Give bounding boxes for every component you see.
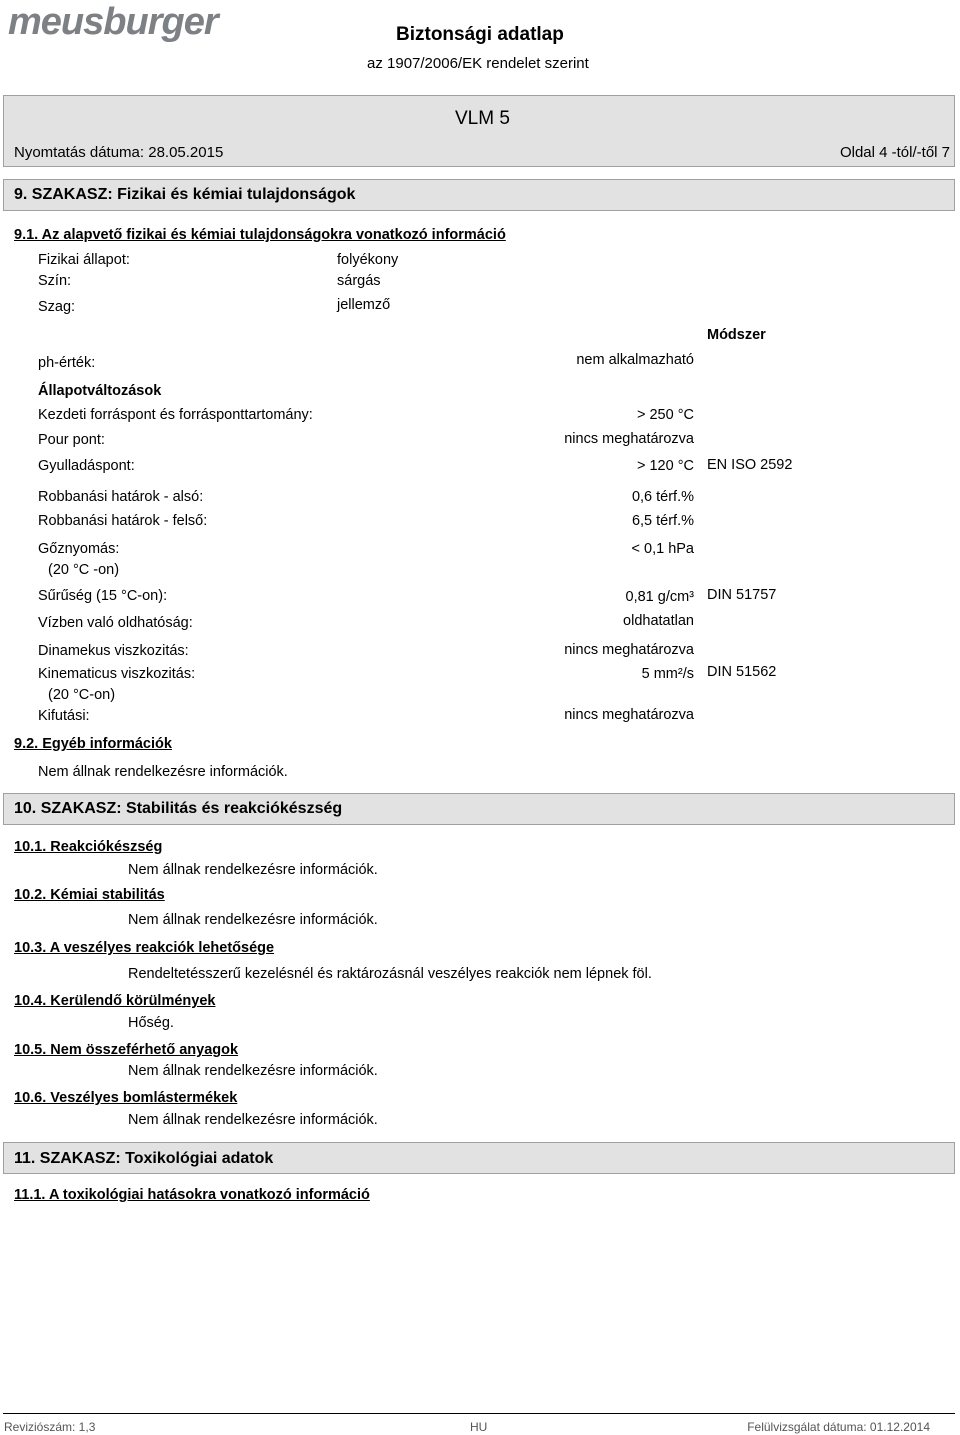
section10-4-heading: 10.4. Kerülendő körülmények <box>14 993 216 1009</box>
logo-text: meusburger <box>8 2 218 43</box>
meusburger-logo <box>6 2 228 46</box>
vapor-pressure-condition: (20 °C -on) <box>48 562 120 578</box>
physical-state-value: folyékony <box>337 252 399 268</box>
other-info-text: Nem állnak rendelkezésre információk. <box>38 764 288 780</box>
dynamic-viscosity-value: nincs meghatározva <box>564 642 694 658</box>
flow-time-label: Kifutási: <box>38 708 90 724</box>
boiling-label: Kezdeti forráspont és forrásponttartomány: <box>38 407 313 423</box>
section10-3-heading: 10.3. A veszélyes reakciók lehetősége <box>14 940 275 956</box>
footer-review-date: Felülvizsgálat dátuma: 01.12.2014 <box>747 1420 930 1434</box>
color-value: sárgás <box>337 273 381 289</box>
color-label: Szín: <box>38 273 72 289</box>
ph-value: nem alkalmazható <box>576 352 694 368</box>
product-name: VLM 5 <box>455 108 510 129</box>
section10-5-heading: 10.5. Nem összeférhető anyagok <box>14 1042 239 1058</box>
section10-2-text: Nem állnak rendelkezésre információk. <box>128 912 378 928</box>
flash-method: EN ISO 2592 <box>707 457 793 473</box>
density-method: DIN 51757 <box>707 587 777 603</box>
changes-header: Állapotváltozások <box>38 383 162 399</box>
flash-value: > 120 °C <box>637 458 694 474</box>
explosion-upper-value: 6,5 térf.% <box>631 513 694 529</box>
solubility-label: Vízben való oldhatóság: <box>38 615 193 631</box>
flash-label: Gyulladáspont: <box>38 458 135 474</box>
vapor-pressure-value: < 0,1 hPa <box>631 541 694 557</box>
boiling-value: > 250 °C <box>637 407 694 423</box>
flow-time-value: nincs meghatározva <box>564 707 694 723</box>
document-subtitle: az 1907/2006/EK rendelet szerint <box>367 55 589 72</box>
vapor-pressure-label: Gőznyomás: <box>38 541 120 557</box>
kinematic-viscosity-method: DIN 51562 <box>707 664 777 680</box>
method-header: Módszer <box>707 327 766 343</box>
density-label: Sűrűség (15 °C-on): <box>38 588 168 604</box>
section10-3-text: Rendeltetésszerű kezelésnél és raktározásnál veszélyes reakciók nem lépnek föl. <box>128 966 652 982</box>
section10-title: 10. SZAKASZ: Stabilitás és reakciókészség <box>14 800 343 817</box>
solubility-value: oldhatatlan <box>623 613 694 629</box>
section10-6-text: Nem állnak rendelkezésre információk. <box>128 1112 378 1128</box>
density-value: 0,81 g/cm³ <box>625 589 694 605</box>
section10-1-text: Nem állnak rendelkezésre információk. <box>128 862 378 878</box>
section10-5-text: Nem állnak rendelkezésre információk. <box>128 1063 378 1079</box>
section10-6-heading: 10.6. Veszélyes bomlástermékek <box>14 1090 238 1106</box>
explosion-lower-value: 0,6 térf.% <box>631 489 694 505</box>
kinematic-viscosity-label: Kinematicus viszkozitás: <box>38 666 196 682</box>
print-date: Nyomtatás dátuma: 28.05.2015 <box>14 144 224 161</box>
pour-label: Pour pont: <box>38 432 105 448</box>
footer-divider <box>3 1413 955 1414</box>
document-title: Biztonsági adatlap <box>396 24 564 45</box>
odor-value: jellemző <box>337 297 391 313</box>
footer-language: HU <box>470 1420 488 1434</box>
section10-4-text: Hőség. <box>128 1015 174 1031</box>
section11-1-heading: 11.1. A toxikológiai hatásokra vonatkozó információ <box>14 1187 370 1203</box>
section11-title: 11. SZAKASZ: Toxikológiai adatok <box>14 1150 274 1167</box>
dynamic-viscosity-label: Dinamekus viszkozitás: <box>38 643 189 659</box>
section9-1-heading: 9.1. Az alapvető fizikai és kémiai tulajdonságokra vonatkozó információ <box>14 227 506 243</box>
section9-title: 9. SZAKASZ: Fizikai és kémiai tulajdonságok <box>14 186 356 203</box>
ph-label: ph-érték: <box>38 355 96 371</box>
section10-1-heading: 10.1. Reakciókészség <box>14 839 163 855</box>
explosion-upper-label: Robbanási határok - felső: <box>38 513 208 529</box>
page-number: Oldal 4 -tól/-től 7 <box>839 144 950 161</box>
kinematic-viscosity-value: 5 mm²/s <box>641 666 694 682</box>
footer-revision: Reviziószám: 1,3 <box>4 1420 96 1434</box>
pour-value: nincs meghatározva <box>564 431 694 447</box>
section9-2-heading: 9.2. Egyéb információk <box>14 736 172 752</box>
kinematic-viscosity-condition: (20 °C-on) <box>48 687 116 703</box>
physical-state-label: Fizikai állapot: <box>38 252 130 268</box>
odor-label: Szag: <box>38 299 76 315</box>
section10-2-heading: 10.2. Kémiai stabilitás <box>14 887 165 903</box>
explosion-lower-label: Robbanási határok - alsó: <box>38 489 204 505</box>
